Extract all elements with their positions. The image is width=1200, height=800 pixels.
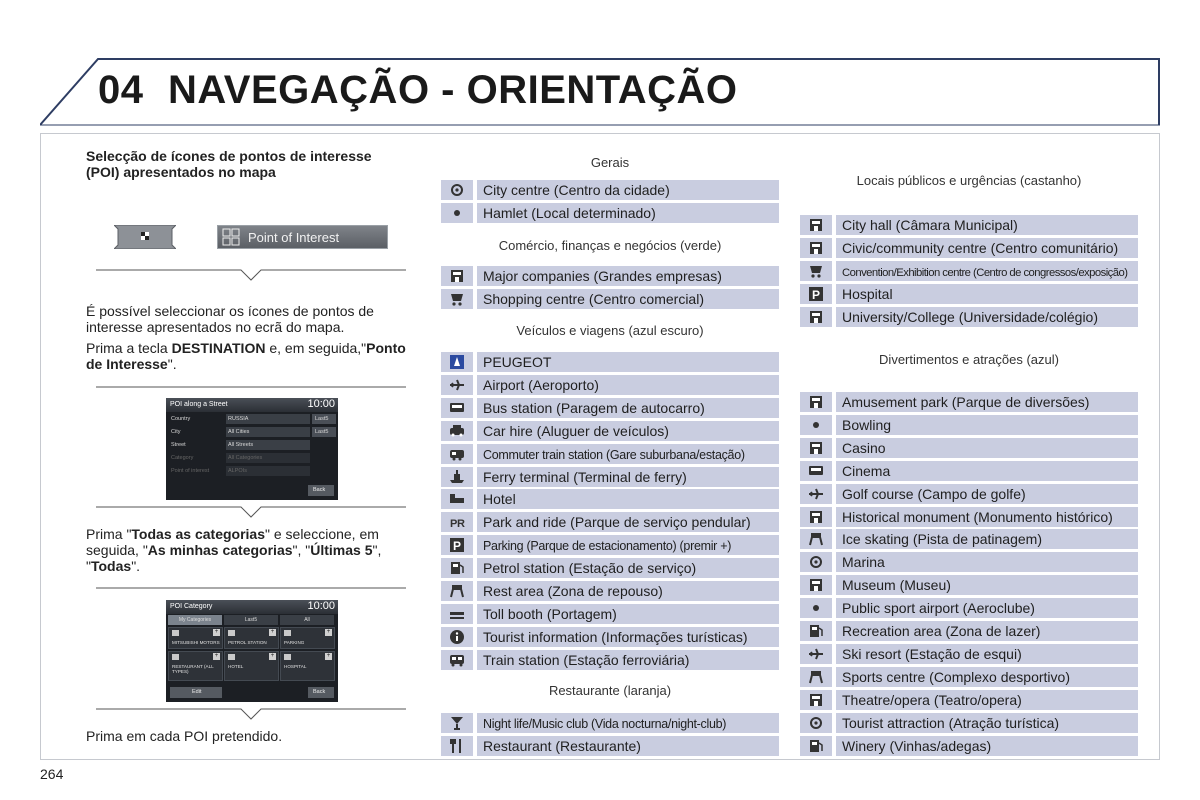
poi-label: Ferry terminal (Terminal de ferry) — [477, 467, 779, 487]
poi-row — [800, 238, 1138, 258]
poi-label: Bowling — [836, 415, 1138, 435]
poi-label: Train station (Estação ferroviária) — [477, 650, 779, 670]
monument-icon — [800, 507, 832, 527]
tourist-attraction-icon — [800, 713, 832, 733]
poi-label: Marina — [836, 552, 1138, 572]
ski-icon — [800, 644, 832, 664]
poi-row — [441, 512, 779, 532]
section-title-comercio: Comércio, finanças e negócios (verde) — [498, 238, 722, 253]
separator-arrow — [96, 505, 406, 519]
poi-row — [441, 736, 779, 756]
community-centre-icon — [800, 238, 832, 258]
poi-label: Tourist attraction (Atração turística) — [836, 713, 1138, 733]
screen-clock: 10:00 — [307, 600, 335, 612]
poi-label: Shopping centre (Centro comercial) — [477, 289, 779, 309]
point-of-interest-banner — [217, 225, 388, 249]
poi-row — [800, 644, 1138, 664]
convention-centre-icon — [800, 261, 832, 281]
cocktail-icon — [441, 713, 473, 733]
poi-row — [441, 713, 779, 733]
poi-row — [441, 581, 779, 601]
poi-row — [441, 421, 779, 441]
parking-icon — [441, 535, 473, 555]
poi-label: Ski resort (Estação de esqui) — [836, 644, 1138, 664]
poi-label: Amusement park (Parque de diversões) — [836, 392, 1138, 412]
screen-title-bar — [166, 398, 338, 412]
poi-label: Bus station (Paragem de autocarro) — [477, 398, 779, 418]
poi-row — [800, 575, 1138, 595]
poi-label: Airport (Aeroporto) — [477, 375, 779, 395]
screen-row[interactable]: Street All Streets — [168, 439, 336, 451]
poi-row — [441, 627, 779, 647]
poi-row — [800, 667, 1138, 687]
museum-icon — [800, 575, 832, 595]
intro-paragraph: É possível seleccionar os ícones de pontos de interesse apresentados no ecrã do mapa. — [86, 303, 374, 335]
shopping-cart-icon — [441, 289, 473, 309]
back-button[interactable]: Back — [308, 687, 334, 698]
poi-row — [800, 215, 1138, 235]
poi-row — [800, 736, 1138, 756]
poi-label: Convention/Exhibition centre (Centro de congressos/exposição) — [836, 261, 1138, 281]
toll-booth-icon — [441, 604, 473, 624]
park-and-ride-icon — [441, 512, 473, 532]
poi-row — [800, 484, 1138, 504]
recreation-icon — [800, 621, 832, 641]
poi-label: Golf course (Campo de golfe) — [836, 484, 1138, 504]
amusement-park-icon — [800, 392, 832, 412]
screen-title: POI Category — [170, 603, 213, 610]
poi-label: PEUGEOT — [477, 352, 779, 372]
poi-row — [441, 650, 779, 670]
poi-row — [800, 261, 1138, 281]
screen-title: POI along a Street — [170, 401, 228, 408]
svg-text:P: P — [453, 539, 462, 553]
poi-label: Major companies (Grandes empresas) — [477, 266, 779, 286]
category-cell[interactable]: + MITSUBISHI MOTORS — [168, 627, 223, 649]
theatre-mask-icon — [800, 690, 832, 710]
tab-my-categories[interactable]: My Categories — [168, 615, 222, 625]
poi-label: Toll booth (Portagem) — [477, 604, 779, 624]
section-title-gerais: Gerais — [590, 155, 630, 170]
category-cell[interactable]: + PARKING — [280, 627, 335, 649]
poi-row — [800, 598, 1138, 618]
anchor-icon — [800, 552, 832, 572]
category-cell[interactable]: + HOSPITAL — [280, 651, 335, 681]
peugeot-logo-icon — [441, 352, 473, 372]
cinema-camera-icon — [800, 461, 832, 481]
poi-label: Historical monument (Monumento histórico) — [836, 507, 1138, 527]
commuter-train-icon — [441, 444, 473, 464]
poi-label: Civic/community centre (Centro comunitário) — [836, 238, 1138, 258]
poi-label: Hospital — [836, 284, 1138, 304]
poi-label: Car hire (Aluguer de veículos) — [477, 421, 779, 441]
city-hall-icon — [800, 215, 832, 235]
poi-label: Cinema — [836, 461, 1138, 481]
section-title-restaurante: Restaurante (laranja) — [548, 683, 672, 698]
poi-row — [800, 690, 1138, 710]
section-title-divertimentos: Divertimentos e atrações (azul) — [879, 352, 1059, 367]
poi-row — [441, 375, 779, 395]
poi-row — [441, 604, 779, 624]
ferry-icon — [441, 467, 473, 487]
poi-label: Casino — [836, 438, 1138, 458]
poi-banner-label: Point of Interest — [248, 230, 340, 245]
sports-icon — [800, 667, 832, 687]
poi-row — [800, 284, 1138, 304]
screen-row[interactable]: Country RUSSIA Last5 — [168, 413, 336, 425]
category-cell[interactable]: + PETROL STATION — [224, 627, 279, 649]
poi-along-street-screen — [166, 398, 338, 500]
poi-row — [441, 180, 779, 200]
wine-bottle-icon — [800, 736, 832, 756]
hamlet-icon — [441, 203, 473, 223]
glider-icon — [800, 598, 832, 618]
poi-row — [441, 444, 779, 464]
back-button[interactable]: Back — [308, 485, 334, 496]
poi-row — [441, 535, 779, 555]
train-icon — [441, 650, 473, 670]
golf-icon — [800, 484, 832, 504]
screen-row: Category All Categories — [168, 452, 336, 464]
category-cell[interactable]: + HOTEL — [224, 651, 279, 681]
poi-label: Recreation area (Zona de lazer) — [836, 621, 1138, 641]
destination-key-icon — [114, 225, 176, 249]
section-title-veiculos: Veículos e viagens (azul escuro) — [516, 323, 704, 338]
poi-label: Restaurant (Restaurante) — [477, 736, 779, 756]
poi-label: Park and ride (Parque de serviço pendular) — [477, 512, 779, 532]
poi-label: City hall (Câmara Municipal) — [836, 215, 1138, 235]
chapter-number: 04 — [98, 68, 144, 112]
poi-label: Ice skating (Pista de patinagem) — [836, 529, 1138, 549]
poi-label: University/College (Universidade/colégio) — [836, 307, 1138, 327]
poi-row — [441, 203, 779, 223]
poi-row — [800, 529, 1138, 549]
city-centre-icon — [441, 180, 473, 200]
select-poi-instruction: Prima em cada POI pretendido. — [86, 728, 283, 744]
poi-row — [800, 507, 1138, 527]
casino-dice-icon — [800, 438, 832, 458]
poi-label: Theatre/opera (Teatro/opera) — [836, 690, 1138, 710]
poi-category-screen — [166, 600, 338, 702]
poi-row — [800, 621, 1138, 641]
tab-all[interactable]: All — [280, 615, 334, 625]
svg-text:R: R — [457, 518, 465, 530]
screen-row[interactable]: City All Cities Last5 — [168, 426, 336, 438]
chapter-title: NAVEGAÇÃO - ORIENTAÇÃO — [168, 68, 738, 112]
rest-area-icon — [441, 581, 473, 601]
destination-instruction: Prima a tecla DESTINATION e, em seguida,"Ponto de Interesse". — [86, 340, 406, 372]
poi-row — [800, 461, 1138, 481]
hotel-bed-icon — [441, 489, 473, 509]
poi-label: Commuter train station (Gare suburbana/estação) — [477, 444, 779, 464]
poi-label: Night life/Music club (Vida nocturna/night-club) — [477, 713, 779, 733]
screen-title-bar — [166, 600, 338, 614]
airplane-icon — [441, 375, 473, 395]
screen-clock: 10:00 — [307, 398, 335, 410]
poi-label: Winery (Vinhas/adegas) — [836, 736, 1138, 756]
poi-row — [441, 398, 779, 418]
ice-skating-icon — [800, 529, 832, 549]
poi-row — [441, 352, 779, 372]
petrol-pump-icon — [441, 558, 473, 578]
poi-label: City centre (Centro da cidade) — [477, 180, 779, 200]
separator-arrow — [96, 268, 406, 282]
poi-row — [800, 307, 1138, 327]
edit-button[interactable]: Edit — [170, 687, 222, 698]
separator-arrow — [96, 707, 406, 721]
poi-row — [800, 392, 1138, 412]
poi-label: Rest area (Zona de repouso) — [477, 581, 779, 601]
poi-row — [800, 713, 1138, 733]
poi-label: Petrol station (Estação de serviço) — [477, 558, 779, 578]
poi-row — [441, 558, 779, 578]
university-icon — [800, 307, 832, 327]
poi-label: Parking (Parque de estacionamento) (premir +) — [477, 535, 779, 555]
tab-last5[interactable]: Last5 — [224, 615, 278, 625]
screen-row: Point of interest ALPOIs — [168, 465, 336, 477]
major-companies-icon — [441, 266, 473, 286]
poi-row — [441, 467, 779, 487]
category-tabs — [168, 615, 336, 625]
car-hire-icon — [441, 421, 473, 441]
poi-row — [800, 415, 1138, 435]
info-icon — [441, 627, 473, 647]
poi-label: Tourist information (Informações turísticas) — [477, 627, 779, 647]
poi-row — [800, 438, 1138, 458]
section-title-locais: Locais públicos e urgências (castanho) — [856, 173, 1082, 188]
bowling-icon — [800, 415, 832, 435]
poi-label: Hotel — [477, 489, 779, 509]
poi-row — [441, 266, 779, 286]
separator-line — [96, 385, 406, 399]
category-cell[interactable]: + RESTAURANT (ALL TYPES) — [168, 651, 223, 681]
hospital-icon — [800, 284, 832, 304]
poi-grid-icon — [222, 228, 240, 249]
poi-label: Public sport airport (Aeroclube) — [836, 598, 1138, 618]
fork-knife-icon — [441, 736, 473, 756]
poi-label: Museum (Museu) — [836, 575, 1138, 595]
poi-row — [800, 552, 1138, 572]
page-number: 264 — [40, 766, 64, 782]
svg-text:P: P — [450, 518, 458, 530]
categories-instruction: Prima "Todas as categorias" e seleccione, em seguida, "As minhas categorias", "Últimas 5", "Todas". — [86, 526, 382, 574]
poi-label: Hamlet (Local determinado) — [477, 203, 779, 223]
poi-label: Sports centre (Complexo desportivo) — [836, 667, 1138, 687]
bus-icon — [441, 398, 473, 418]
separator-line — [96, 586, 406, 600]
section-heading: Selecção de ícones de pontos de interesse (POI) apresentados no mapa — [86, 148, 372, 180]
poi-row — [441, 289, 779, 309]
svg-text:P: P — [812, 288, 821, 302]
poi-row — [441, 489, 779, 509]
